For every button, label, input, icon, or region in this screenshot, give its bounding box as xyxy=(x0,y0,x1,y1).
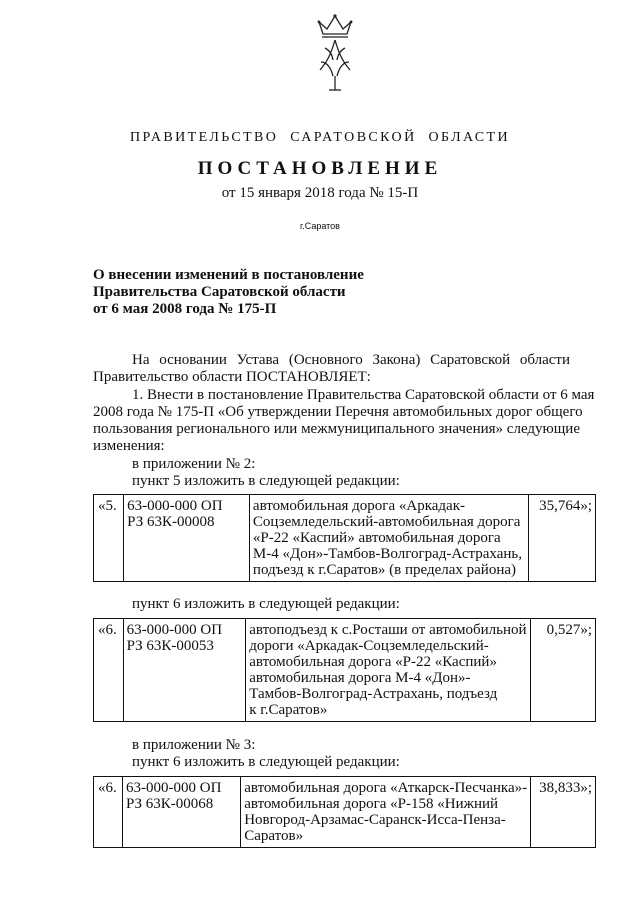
point-heading: пункт 6 изложить в следующей редакции: xyxy=(132,596,400,612)
road-code-line: 63-000-000 ОП xyxy=(127,498,223,514)
row-number: «6. xyxy=(94,777,123,848)
road-name-line: автомобильная дорога «Р-158 «Нижний xyxy=(244,796,499,812)
title-line: от 6 мая 2008 года № 175-П xyxy=(93,301,277,317)
road-name xyxy=(241,777,531,848)
road-name-line: автоподъезд к с.Росташи от автомобильной xyxy=(249,622,527,638)
road-table xyxy=(93,618,596,722)
road-name xyxy=(249,495,528,582)
road-code xyxy=(123,619,246,722)
road-length: 0,527»; xyxy=(530,619,595,722)
regional-emblem-icon xyxy=(305,10,365,100)
road-name-line: автомобильная дорога «Аркадак- xyxy=(252,498,465,514)
road-code xyxy=(123,777,241,848)
road-name-line: автомобильная дорога «Аткарск-Песчанка»- xyxy=(244,780,528,796)
road-name xyxy=(246,619,530,722)
road-name-line: «Р-22 «Каспий» автомобильная дорога xyxy=(252,530,501,546)
document-type: ПОСТАНОВЛЕНИЕ xyxy=(197,158,443,179)
road-name-line: Соцземледельский-автомобильная дорога xyxy=(252,514,521,530)
road-name-line: М-4 «Дон»-Тамбов-Волгоград-Астрахань, xyxy=(252,546,523,562)
paragraph-line: Правительство области ПОСТАНОВЛЯЕТ: xyxy=(93,369,371,385)
road-name-line: Новгород-Арзамас-Саранск-Исса-Пенза- xyxy=(244,812,506,828)
title-line: Правительства Саратовской области xyxy=(93,284,346,300)
point-heading: пункт 5 изложить в следующей редакции: xyxy=(132,473,400,489)
paragraph-line: изменения: xyxy=(93,438,165,454)
point-heading: пункт 6 изложить в следующей редакции: xyxy=(132,754,400,770)
paragraph-line: пользования регионального или межмуниципального значения» следующие xyxy=(93,421,580,437)
road-code-line: 63-000-000 ОП xyxy=(126,622,223,638)
paragraph-line: 1. Внести в постановление Правительства Саратовской области от 6 мая xyxy=(132,387,595,403)
road-name-line: подъезд к г.Саратов» (в пределах района) xyxy=(252,562,517,578)
road-name-line: дороги «Аркадак-Соцземледельский- xyxy=(249,638,489,654)
road-table xyxy=(93,776,596,848)
road-code-line: РЗ 63К-00008 xyxy=(127,514,215,530)
road-code-line: 63-000-000 ОП xyxy=(126,780,222,796)
document-date: от 15 января 2018 года № 15-П xyxy=(221,185,419,201)
road-name-line: автомобильная дорога М-4 «Дон»- xyxy=(249,670,471,686)
road-name-line: к г.Саратов» xyxy=(249,702,328,718)
paragraph-line: На основании Устава (Основного Закона) Саратовской области xyxy=(132,352,570,368)
road-name-line: автомобильная дорога «Р-22 «Каспий» xyxy=(249,654,497,670)
row-number: «6. xyxy=(94,619,124,722)
appendix-heading: в приложении № 3: xyxy=(132,737,256,753)
row-number: «5. xyxy=(94,495,124,582)
road-code xyxy=(124,495,250,582)
road-table xyxy=(93,494,596,582)
table-row xyxy=(94,619,596,722)
road-code-line: РЗ 63К-00068 xyxy=(126,796,214,812)
road-length: 35,764»; xyxy=(528,495,595,582)
road-name-line: Тамбов-Волгоград-Астрахань, подъезд xyxy=(249,686,498,702)
appendix-heading: в приложении № 2: xyxy=(132,456,256,472)
road-length: 38,833»; xyxy=(531,777,596,848)
table-row xyxy=(94,495,596,582)
document-title xyxy=(93,267,364,318)
title-line: О внесении изменений в постановление xyxy=(93,267,364,283)
document-city: г.Саратов xyxy=(300,221,340,231)
government-name: ПРАВИТЕЛЬСТВО САРАТОВСКОЙ ОБЛАСТИ xyxy=(129,130,510,145)
road-name-line: Саратов» xyxy=(244,828,304,844)
road-code-line: РЗ 63К-00053 xyxy=(126,638,214,654)
table-row xyxy=(94,777,596,848)
paragraph-line: 2008 года № 175-П «Об утверждении Перечня автомобильных дорог общего xyxy=(93,404,583,420)
